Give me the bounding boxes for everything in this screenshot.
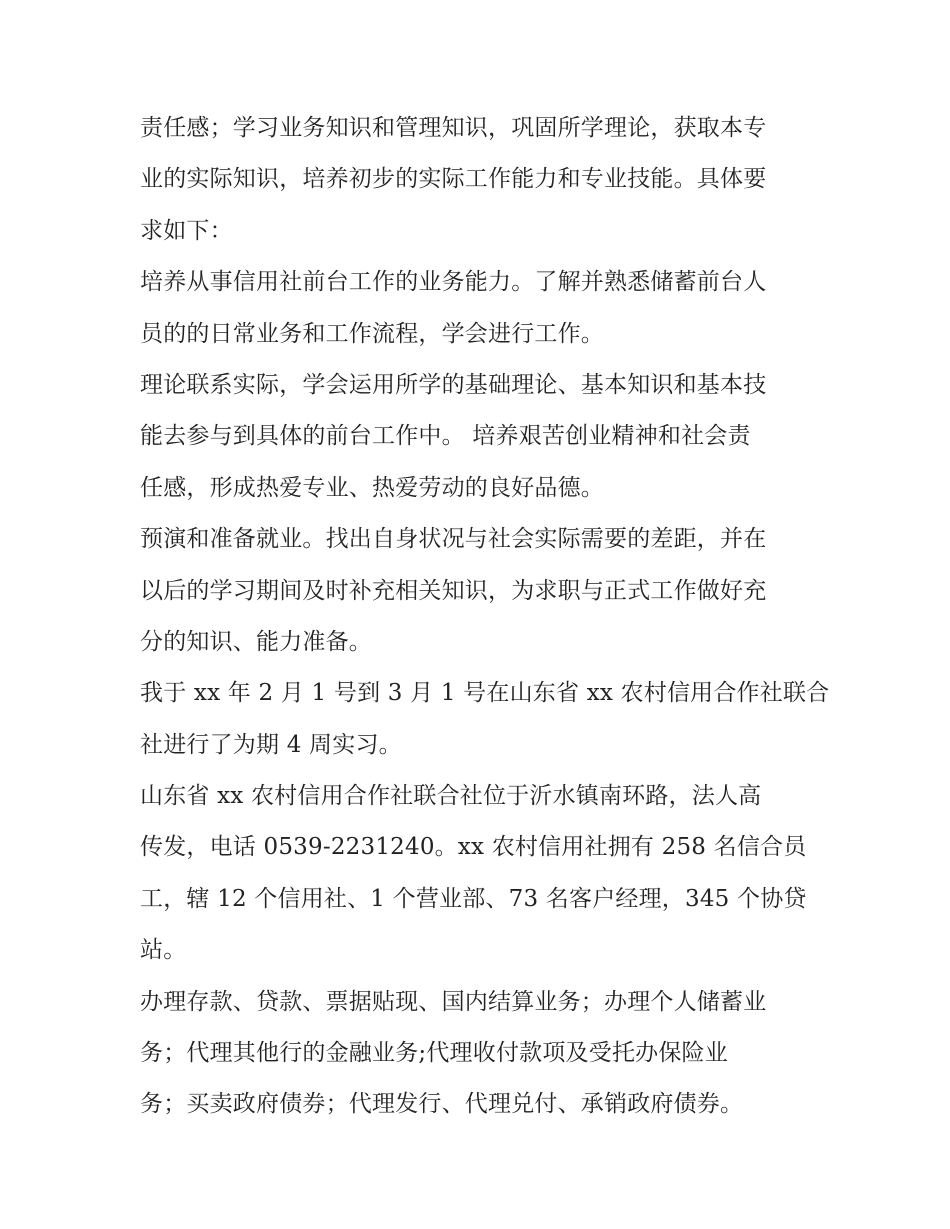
text-line: 求如下： [140, 217, 233, 244]
text-line: 业的实际知识，培养初步的实际工作能力和专业技能。具体要 [140, 166, 767, 193]
text-line: 山东省 xx 农村信用合作社联合社位于沂水镇南环路，法人高 [140, 783, 762, 810]
text-line: 理论联系实际，学会运用所学的基础理论、基本知识和基本技 [140, 371, 767, 398]
text-line: 员的的日常业务和工作流程，学会进行工作。 [140, 320, 604, 347]
text-line: 分的知识、能力准备。 [140, 628, 372, 655]
text-line: 我于 xx 年 2 月 1 号到 3 月 1 号在山东省 xx 农村信用合作社联合 [140, 680, 830, 707]
text-line: 务；买卖政府债券；代理发行、代理兑付、承销政府债券。 [140, 1091, 744, 1118]
text-line: 工，辖 12 个信用社、1 个营业部、73 名客户经理，345 个协贷 [140, 885, 807, 912]
text-line: 能去参与到具体的前台工作中。 培养艰苦创业精神和社会责 [140, 423, 751, 450]
text-line: 责任感；学习业务知识和管理知识，巩固所学理论，获取本专 [140, 115, 767, 141]
text-line: 以后的学习期间及时补充相关知识，为求职与正式工作做好充 [140, 577, 767, 604]
text-line: 站。 [140, 937, 187, 964]
text-line: 培养从事信用社前台工作的业务能力。了解并熟悉储蓄前台人 [140, 269, 767, 296]
document-body [140, 103, 830, 1131]
text-line: 预演和准备就业。找出自身状况与社会实际需要的差距，并在 [140, 526, 767, 553]
text-line: 务；代理其他行的金融业务;代理收付款项及受托办保险业 [140, 1040, 728, 1067]
text-line: 办理存款、贷款、票据贴现、国内结算业务；办理个人储蓄业 [140, 988, 767, 1015]
text-line: 任感，形成热爱专业、热爱劳动的良好品德。 [140, 474, 604, 501]
text-line: 社进行了为期 4 周实习。 [140, 731, 402, 758]
text-line: 传发，电话 0539-2231240。xx 农村信用社拥有 258 名信合员 [140, 834, 807, 861]
